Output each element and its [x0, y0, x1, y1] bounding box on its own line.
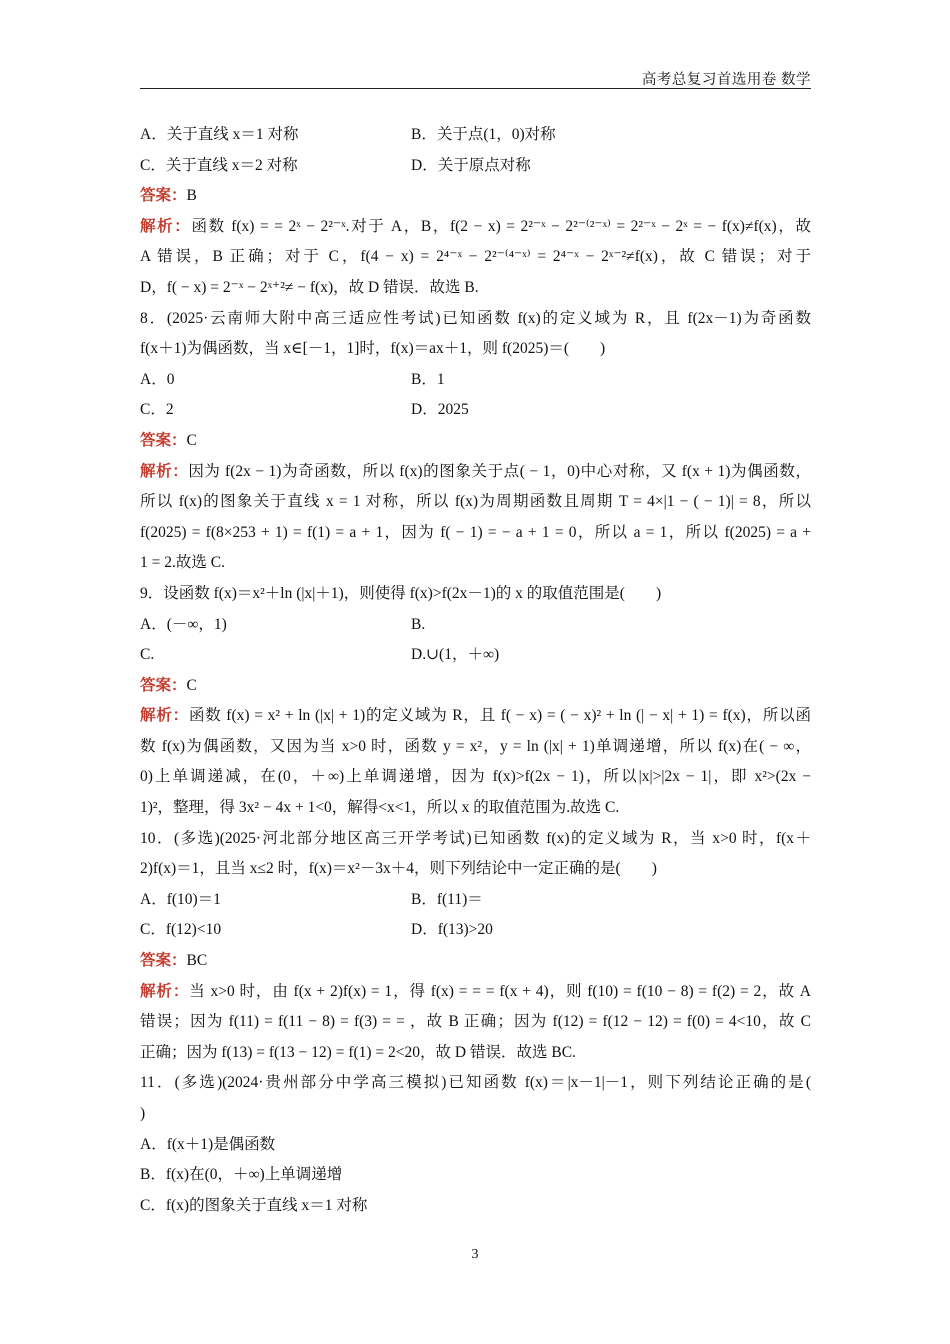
- line-q9s1: [140, 579, 811, 610]
- line-text: 函数 f(x) = = 2ˣ − 2²⁻ˣ.对于 A，B，f(2 − x) = 2²⁻ˣ − 2²⁻⁽²⁻ˣ⁾ = 2²⁻ˣ − 2ˣ = − f(x)≠f(x)，故: [191, 217, 811, 235]
- line-q9j2: [140, 732, 811, 763]
- line-q8j3: [140, 518, 811, 549]
- line-text: 2)f(x)＝1，且当 x≤2 时，f(x)＝x²－3x＋4，则下列结论中一定正确的是( ): [140, 860, 657, 878]
- line-q10s2: [140, 854, 811, 885]
- line-text: A 错误，B 正确；对于 C，f(4 − x) = 2⁴⁻ˣ − 2²⁻⁽⁴⁻ˣ⁾ = 2⁴⁻ˣ − 2ˣ⁻²≠f(x)，故 C 错误；对于: [140, 248, 811, 266]
- analysis-label: 解析：: [140, 707, 189, 725]
- line-text: 函数 f(x) = x² + ln (|x| + 1)的定义域为 R，且 f( − x) = ( − x)² + ln (| − x| + 1) = f(x)，所以函: [188, 707, 811, 725]
- option-left: A．f(10)＝1: [140, 890, 221, 908]
- line-q7j2: [140, 242, 811, 273]
- line-q9j4: [140, 793, 811, 824]
- line-q10j3: [140, 1038, 811, 1069]
- line-q8j1: [140, 457, 811, 488]
- option-right: D．关于原点对称: [411, 156, 531, 174]
- option-left: A．0: [140, 370, 175, 388]
- option-left: C．关于直线 x＝2 对称: [140, 156, 298, 174]
- page-header: [140, 68, 811, 89]
- answer-label: 答案：: [140, 187, 187, 205]
- line-text: 所以 f(x)的图象关于直线 x = 1 对称，所以 f(x)为周期函数且周期 T = 4×|1 − ( − 1)| = 8，所以: [140, 493, 811, 511]
- option-left: C．f(12)<10: [140, 921, 222, 939]
- line-q7c: [140, 151, 811, 182]
- line-q8j4: [140, 548, 811, 579]
- line-q11A: [140, 1130, 811, 1161]
- option-right: B．关于点(1，0)对称: [411, 126, 556, 143]
- header-title: 高考总复习首选用卷 数学: [641, 72, 811, 88]
- line-q10c: [140, 915, 811, 946]
- line-text: B．f(x)在(0，＋∞)上单调递增: [140, 1166, 343, 1184]
- line-text: 正确；因为 f(13) = f(13 − 12) = f(1) = 2<20，故 D 错误．故选 BC.: [140, 1043, 576, 1061]
- line-text: 10．(多选)(2025·河北部分地区高三开学考试)已知函数 f(x)的定义域为 R，当 x>0 时，f(x＋: [140, 829, 811, 847]
- option-left: A．关于直线 x＝1 对称: [140, 126, 299, 143]
- line-q11s2: [140, 1099, 811, 1130]
- line-q9a: [140, 610, 811, 641]
- line-text: f(x＋1)为偶函数，当 x∈[－1，1]时，f(x)＝ax＋1，则 f(2025)＝( ): [140, 340, 606, 358]
- line-q8ans: [140, 426, 811, 457]
- line-text: 错误；因为 f(11) = f(11 − 8) = f(3) = = ，故 B 正确；因为 f(12) = f(12 − 12) = f(0) = 4<10，故 C: [140, 1013, 811, 1031]
- option-left: C.: [140, 646, 155, 664]
- line-q10j1: [140, 977, 811, 1008]
- line-text: 8．(2025·云南师大附中高三适应性考试)已知函数 f(x)的定义域为 R，且 f(2x－1)为奇函数: [140, 309, 811, 327]
- line-text: A．f(x＋1)是偶函数: [140, 1135, 276, 1153]
- analysis-label: 解析：: [140, 462, 189, 480]
- line-text: 当 x>0 时，由 f(x + 2)f(x) = 1，得 f(x) = = = f(x + 4)，则 f(10) = f(10 − 8) = f(2) = 2，故 A: [189, 982, 811, 1000]
- option-left: C．2: [140, 401, 174, 419]
- line-q11B: [140, 1160, 811, 1191]
- answer-label: 答案：: [140, 431, 187, 449]
- line-q11s1: [140, 1068, 811, 1099]
- answer-value: B: [186, 187, 197, 205]
- line-q10a: [140, 885, 811, 916]
- option-right: B．f(11)＝: [411, 890, 483, 908]
- line-q8c: [140, 395, 811, 426]
- line-text: 1 = 2.故选 C.: [140, 554, 225, 572]
- document-body: [140, 120, 811, 1221]
- line-text: ): [140, 1105, 146, 1122]
- option-right: D．2025: [411, 401, 469, 419]
- line-q8s2: [140, 334, 811, 365]
- answer-value: BC: [186, 952, 208, 970]
- line-text: 因为 f(2x − 1)为奇函数，所以 f(x)的图象关于点( − 1，0)中心对称，又 f(x + 1)为偶函数，: [188, 462, 811, 480]
- line-text: D，f( − x) = 2⁻ˣ − 2ˣ⁺²≠ − f(x)，故 D 错误．故选 B.: [140, 278, 479, 296]
- line-q8s1: [140, 304, 811, 335]
- answer-label: 答案：: [140, 952, 187, 970]
- option-right: B.: [411, 615, 426, 633]
- line-q10s1: [140, 824, 811, 855]
- line-text: 1)²，整理，得 3x² − 4x + 1<0，解得<x<1，所以 x 的取值范围为.故选 C.: [140, 799, 620, 817]
- line-q8j2: [140, 487, 811, 518]
- line-q10ans: [140, 946, 811, 977]
- line-q9j1: [140, 701, 811, 732]
- line-q7a: [140, 120, 811, 151]
- line-q9c: [140, 640, 811, 671]
- line-text: 数 f(x)为偶函数，又因为当 x>0 时，函数 y = x²，y = ln (|x| + 1)单调递增，所以 f(x)在( − ∞，: [140, 737, 811, 755]
- line-q7j3: [140, 273, 811, 304]
- answer-value: C: [186, 431, 197, 449]
- line-q9j3: [140, 762, 811, 793]
- option-left: A．(－∞，1): [140, 615, 227, 633]
- analysis-label: 解析：: [140, 982, 190, 1000]
- option-right: B．1: [411, 370, 445, 388]
- line-text: 9．设函数 f(x)＝x²＋ln (|x|＋1)，则使得 f(x)>f(2x－1)的 x 的取值范围是( ): [140, 584, 662, 602]
- page-number: 3: [471, 1247, 479, 1262]
- line-q10j2: [140, 1007, 811, 1038]
- answer-label: 答案：: [140, 676, 187, 694]
- line-text: C．f(x)的图象关于直线 x＝1 对称: [140, 1196, 368, 1214]
- line-text: f(2025) = f(8×253 + 1) = f(1) = a + 1，因为 f( − 1) = − a + 1 = 0，所以 a = 1，所以 f(2025) = a +: [140, 523, 811, 541]
- line-q9ans: [140, 671, 811, 702]
- line-text: 11．(多选)(2024·贵州部分中学高三模拟)已知函数 f(x)＝|x－1|－1，则下列结论正确的是(: [140, 1074, 811, 1092]
- line-q11C: [140, 1191, 811, 1222]
- option-right: D．f(13)>20: [411, 921, 493, 939]
- option-right: D.∪(1，＋∞): [411, 646, 500, 664]
- line-q7ans: [140, 181, 811, 212]
- answer-value: C: [186, 676, 197, 694]
- line-text: 0)上单调递减，在(0，＋∞)上单调递增，因为 f(x)>f(2x − 1)，所以|x|>|2x − 1|，即 x²>(2x −: [140, 768, 811, 786]
- line-q8a: [140, 365, 811, 396]
- line-q7j1: [140, 212, 811, 243]
- analysis-label: 解析：: [140, 217, 192, 235]
